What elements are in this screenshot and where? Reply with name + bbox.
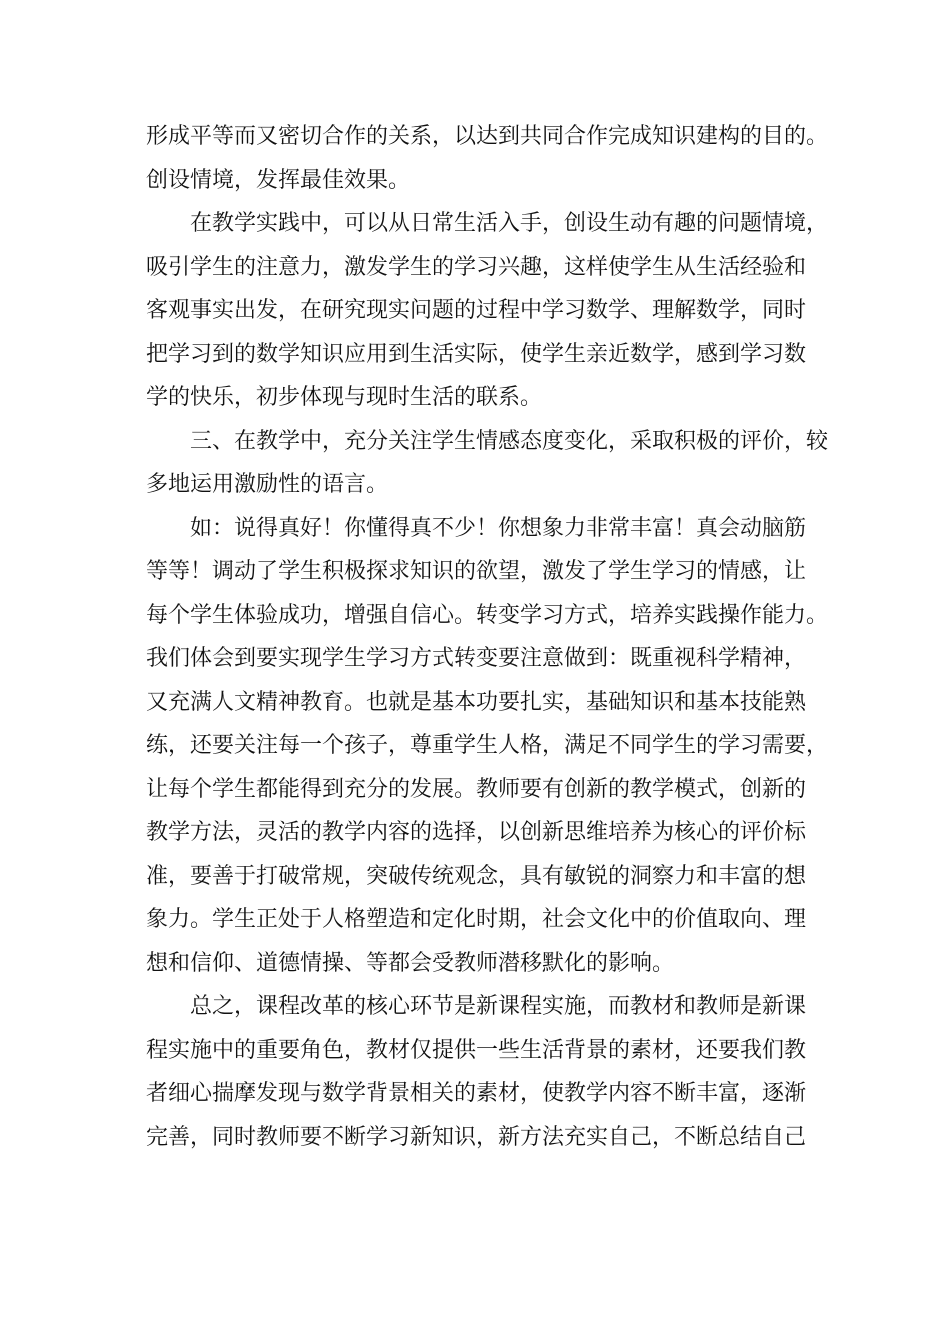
text-line: 把学习到的数学知识应用到生活实际，使学生亲近数学，感到学习数 xyxy=(146,341,807,367)
text-line: 客观事实出发，在研究现实问题的过程中学习数学、理解数学，同时 xyxy=(146,298,807,323)
text-line: 三、在教学中，充分关注学生情感态度变化，采取积极的评价，较 xyxy=(190,428,829,454)
text-line: 又充满人文精神教育。也就是基本功要扎实，基础知识和基本技能熟 xyxy=(146,689,807,715)
text-line: 教学方法，灵活的教学内容的选择，以创新思维培养为核心的评价标 xyxy=(146,820,807,845)
text-line: 每个学生体验成功，增强自信心。转变学习方式，培养实践操作能力。 xyxy=(146,602,829,628)
text-line: 总之，课程改革的核心环节是新课程实施，而教材和教师是新课 xyxy=(190,994,807,1019)
text-line: 吸引学生的注意力，激发学生的学习兴趣，这样使学生从生活经验和 xyxy=(146,254,807,280)
text-line: 如：说得真好！你懂得真不少！你想象力非常丰富！真会动脑筋 xyxy=(190,515,807,541)
text-line: 等等！调动了学生积极探求知识的欲望，激发了学生学习的情感，让 xyxy=(146,559,807,584)
text-line: 练，还要关注每一个孩子，尊重学生人格，满足不同学生的学习需要， xyxy=(146,733,829,758)
text-line: 在教学实践中，可以从日常生活入手，创设生动有趣的问题情境， xyxy=(190,211,829,236)
text-line: 象力。学生正处于人格塑造和定化时期，社会文化中的价值取向、理 xyxy=(146,907,807,932)
text-line: 让每个学生都能得到充分的发展。教师要有创新的教学模式，创新的 xyxy=(146,776,807,802)
text-line: 形成平等而又密切合作的关系，以达到共同合作完成知识建构的目的。 xyxy=(146,124,829,149)
text-line: 我们体会到要实现学生学习方式转变要注意做到：既重视科学精神， xyxy=(146,646,807,671)
text-line: 想和信仰、道德情操、等都会受教师潜移默化的影响。 xyxy=(146,950,675,976)
document-body xyxy=(146,115,829,1159)
text-line: 程实施中的重要角色，教材仅提供一些生活背景的素材，还要我们教 xyxy=(146,1037,807,1063)
text-line: 多地运用激励性的语言。 xyxy=(146,472,389,497)
text-line: 学的快乐，初步体现与现时生活的联系。 xyxy=(146,385,543,410)
text-line: 完善，同时教师要不断学习新知识，新方法充实自己，不断总结自己 xyxy=(146,1124,807,1150)
text-line: 准，要善于打破常规，突破传统观念，具有敏锐的洞察力和丰富的想 xyxy=(146,863,807,889)
text-line: 创设情境，发挥最佳效果。 xyxy=(146,167,411,193)
text-line: 者细心揣摩发现与数学背景相关的素材，使教学内容不断丰富，逐渐 xyxy=(146,1081,807,1106)
